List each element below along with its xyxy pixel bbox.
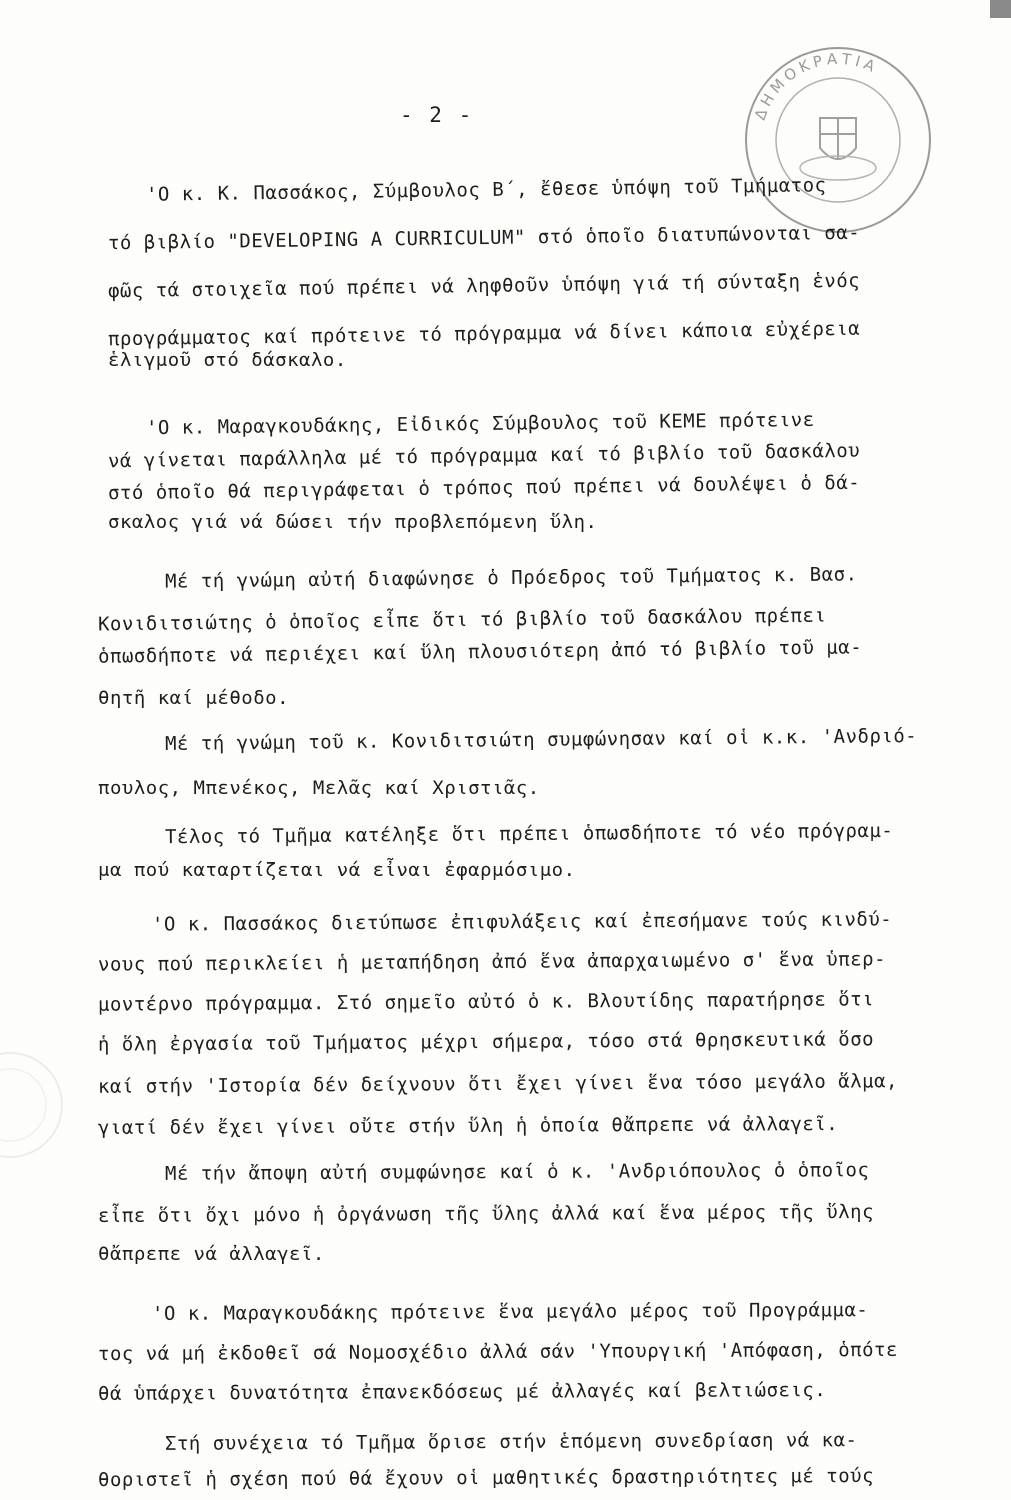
text-line: μα πού καταρτίζεται νά εἶναι ἐφαρμόσιμο. — [98, 859, 576, 881]
text-line: 'Ο κ. Κ. Πασσάκος, Σύμβουλος Β΄, ἔθεσε ὑπόψη τοῦ Τμήματος — [145, 174, 827, 206]
text-line: ἡ ὅλη ἐργασία τοῦ Τμήματος μέχρι σήμερα, τόσο στά θρησκευτικά ὅσο — [97, 1028, 875, 1056]
official-seal-stamp — [738, 40, 938, 240]
text-line: φῶς τά στοιχεῖα πού πρέπει νά ληφθοῦν ὑπόψη γιά τή σύνταξη ἑνός — [107, 269, 861, 303]
text-line: Κονιδιτσιώτης ὁ ὁποῖος εἶπε ὅτι τό βιβλίο τοῦ δασκάλου πρέπει — [97, 604, 827, 636]
text-line: θἄπρεπε νά ἀλλαγεῖ. — [98, 1243, 325, 1265]
faded-stamp-mark — [0, 1040, 80, 1170]
scan-corner-mark — [990, 0, 1011, 18]
text-line: στό ὁποῖο θά περιγράφεται ὁ τρόπος πού πρέπει νά δουλέψει ὁ δά- — [107, 471, 861, 505]
text-line: τό βιβλίο "DEVELOPING A CURRICULUM" στό ὁποῖο διατυπώνονται σα- — [107, 221, 861, 255]
text-line: Μέ τή γνώμη τοῦ κ. Κονιδιτσιώτη συμφώνησαν καί οἱ κ.κ. 'Ανδριό- — [164, 725, 918, 755]
text-line: ἑλιγμοῦ στό δάσκαλο. — [108, 349, 347, 371]
page-number: - 2 - — [400, 103, 474, 127]
text-line: καί στήν 'Ιστορία δέν δείχνουν ὅτι ἔχει γίνει ἕνα τόσο μεγάλο ἅλμα, — [97, 1070, 898, 1098]
text-line: προγράμματος καί πρότεινε τό πρόγραμμα νά δίνει κάποια εὐχέρεια — [107, 317, 861, 351]
text-line: θητῆ καί μέθοδο. — [98, 687, 290, 709]
text-line: Μέ τή γνώμη αὐτή διαφώνησε ὁ Πρόεδρος τοῦ Τμήματος κ. Βασ. — [164, 563, 858, 593]
text-line: σκαλος γιά νά δώσει τήν προβλεπόμενη ὕλη. — [108, 511, 598, 533]
text-line: νά γίνεται παράλληλα μέ τό πρόγραμμα καί τό βιβλίο τοῦ δασκάλου — [107, 439, 861, 473]
text-line: Μέ τήν ἄποψη αὐτή συμφώνησε καί ὁ κ. 'Ανδριόπουλος ὁ ὁποῖος — [164, 1159, 870, 1185]
text-line: νους πού περικλείει ἡ μεταπήδηση ἀπό ἕνα ἀπαρχαιωμένο σ' ἕνα ὑπερ- — [97, 948, 887, 976]
text-line: Τέλος τό Τμῆμα κατέληξε ὅτι πρέπει ὁπωσδήποτε τό νέο πρόγραμ- — [164, 819, 894, 849]
text-line: μοντέρνο πρόγραμμα. Στό σημεῖο αὐτό ὁ κ. Βλουτίδης παρατήρησε ὅτι — [97, 988, 875, 1016]
text-line: 'Ο κ. Μαραγκουδάκης πρότεινε ἕνα μεγάλο μέρος τοῦ Προγράμμα- — [151, 1299, 869, 1325]
text-line: Στή συνέχεια τό Τμῆμα ὅρισε στήν ἑπόμενη συνεδρίαση νά κα- — [164, 1429, 858, 1455]
text-line: θοριστεῖ ἡ σχέση πού θά ἔχουν οἱ μαθητικές δραστηριότητες μέ τούς — [97, 1464, 875, 1492]
text-line: εἶπε ὅτι ὄχι μόνο ἡ ὀργάνωση τῆς ὕλης ἀλλά καί ἕνα μέρος τῆς ὕλης — [97, 1200, 875, 1228]
text-line: πουλος, Μπενέκος, Μελᾶς καί Χριστιᾶς. — [98, 777, 540, 799]
text-line: ὁπωσδήποτε νά περιέχει καί ὕλη πλουσιότερη ἀπό τό βιβλίο τοῦ μα- — [97, 636, 863, 668]
text-line: 'Ο κ. Πασσάκος διετύπωσε ἐπιφυλάξεις καί ἐπεσήμανε τούς κινδύ- — [151, 908, 893, 936]
text-line: γιατί δέν ἔχει γίνει οὔτε στήν ὕλη ἡ ὁποία θἄπρεπε νά ἀλλαγεῖ. — [97, 1113, 839, 1139]
svg-text:ΔΗΜΟΚΡΑΤΙΑ: ΔΗΜΟΚΡΑΤΙΑ — [750, 49, 882, 123]
text-line: τος νά μή ἐκδοθεῖ σά Νομοσχέδιο ἀλλά σάν 'Υπουργική 'Απόφαση, ὁπότε — [97, 1338, 898, 1366]
text-line: 'Ο κ. Μαραγκουδάκης, Εἰδικός Σύμβουλος τοῦ ΚΕΜΕ πρότεινε — [145, 408, 815, 440]
text-line: θά ὑπάρχει δυνατότητα ἐπανεκδόσεως μέ ἀλλαγές καί βελτιώσεις. — [97, 1379, 827, 1405]
